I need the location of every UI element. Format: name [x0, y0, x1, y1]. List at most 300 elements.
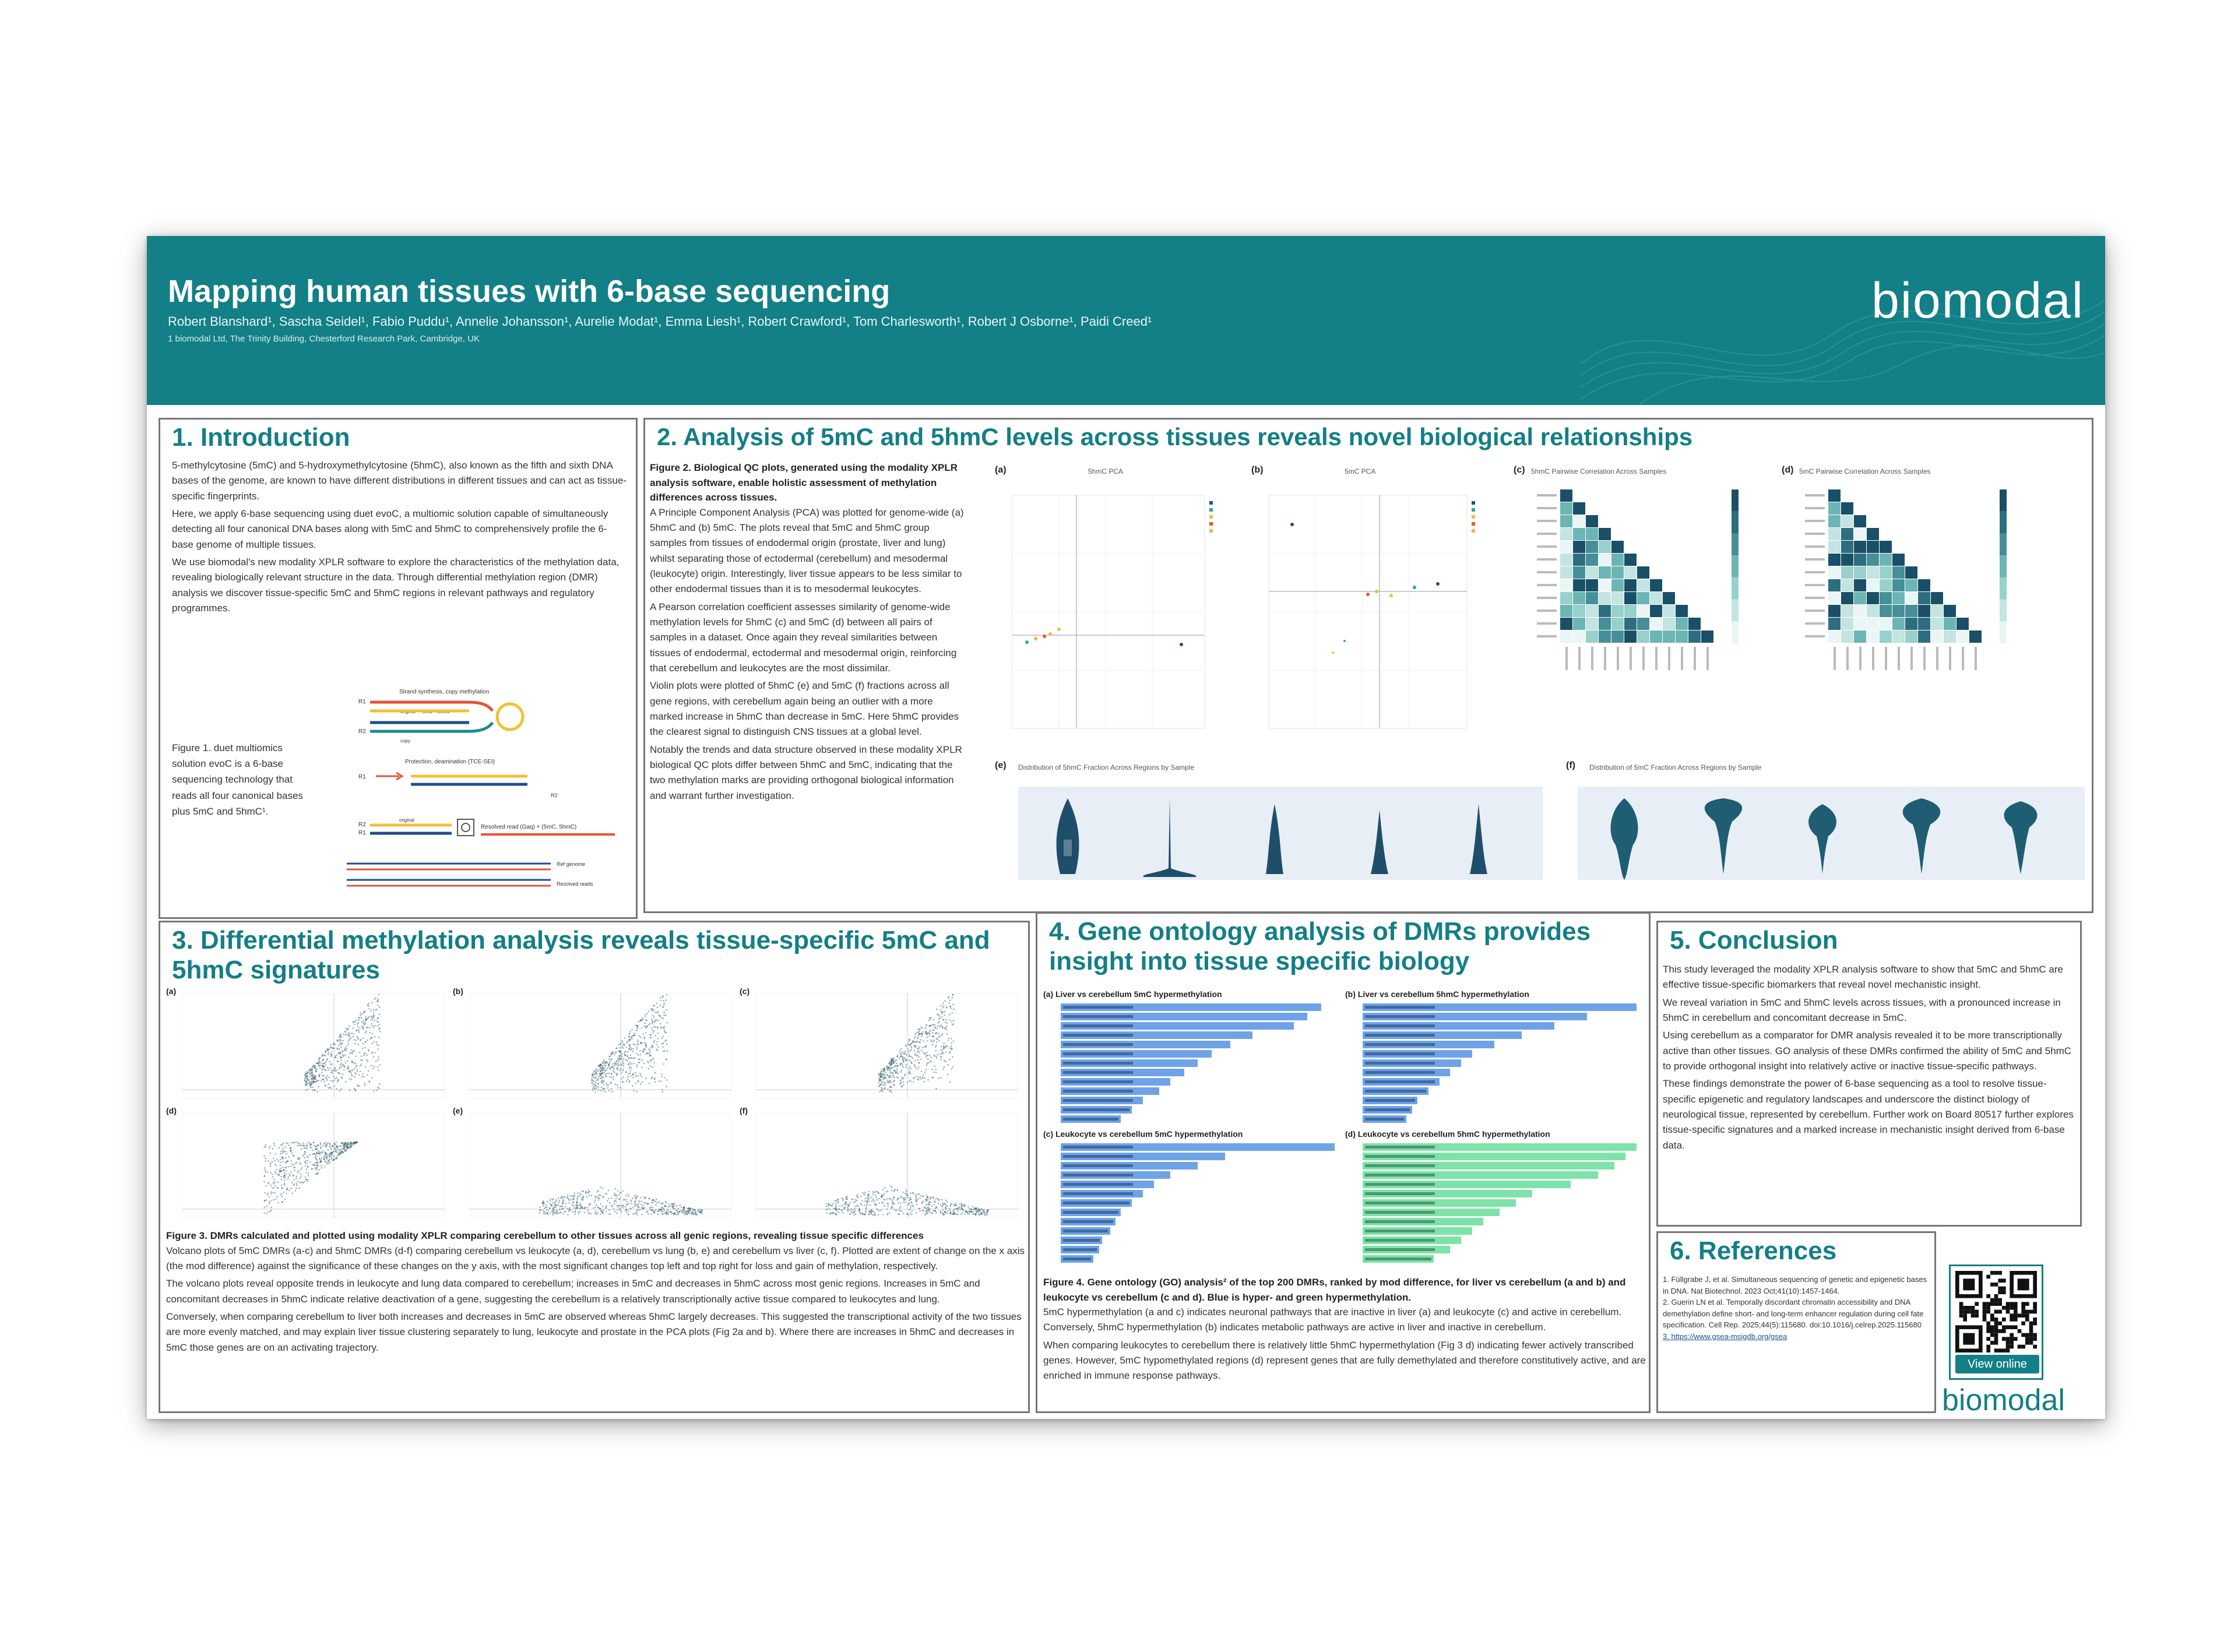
- volcano-point: [280, 1162, 282, 1164]
- volcano-point: [698, 1209, 699, 1211]
- volcano-point: [884, 1193, 885, 1195]
- volcano-point: [881, 1202, 883, 1203]
- volcano-point: [905, 1202, 906, 1203]
- volcano-point: [915, 1034, 917, 1035]
- volcano-point: [941, 1199, 943, 1200]
- volcano-point: [553, 1207, 555, 1209]
- volcano-point: [306, 1073, 308, 1075]
- volcano-point: [856, 1200, 858, 1202]
- volcano-point: [931, 1056, 932, 1058]
- volcano-point: [692, 1208, 694, 1210]
- volcano-point: [625, 1206, 627, 1208]
- volcano-point: [574, 1192, 576, 1194]
- volcano-point: [932, 1041, 934, 1042]
- volcano-point: [875, 1196, 877, 1198]
- volcano-point: [942, 1027, 944, 1029]
- heatmap-cell: [1573, 605, 1585, 617]
- read-label: R2: [551, 792, 558, 798]
- volcano-plot-grid: [166, 988, 1026, 1221]
- volcano-point: [927, 1199, 929, 1201]
- volcano-point: [826, 1206, 828, 1207]
- qr-module: [2021, 1322, 2025, 1326]
- heatmap-cell: [1573, 541, 1585, 553]
- heatmap-row-label: [1805, 597, 1825, 599]
- heatmap-cell: [1586, 630, 1598, 643]
- volcano-point: [642, 1033, 644, 1035]
- volcano-point: [608, 1084, 610, 1086]
- volcano-point: [330, 1147, 332, 1149]
- volcano-point: [902, 1059, 903, 1061]
- volcano-point: [924, 1077, 926, 1079]
- volcano-point: [326, 1161, 328, 1163]
- volcano-point: [645, 1016, 646, 1017]
- volcano-point: [346, 1027, 347, 1029]
- heatmap-cell: [1688, 630, 1701, 643]
- volcano-point: [347, 1147, 349, 1149]
- read-label: R2: [358, 728, 366, 735]
- volcano-point: [619, 1198, 621, 1200]
- volcano-point: [264, 1192, 266, 1193]
- volcano-point: [945, 1052, 947, 1054]
- volcano-point: [662, 1207, 664, 1209]
- volcano-point: [885, 1082, 886, 1083]
- volcano-point: [695, 1212, 697, 1214]
- volcano-point: [337, 1154, 339, 1156]
- volcano-point: [644, 1023, 646, 1024]
- volcano-point: [927, 1055, 928, 1056]
- qr-module: [1998, 1287, 2002, 1291]
- volcano-point: [286, 1173, 287, 1175]
- volcano-point: [915, 1194, 917, 1196]
- volcano-point: [930, 1196, 931, 1198]
- volcano-point: [378, 1045, 379, 1047]
- heatmap-col-label: [1604, 647, 1606, 670]
- heatmap-cell: [1637, 618, 1649, 630]
- volcano-point: [295, 1190, 297, 1192]
- volcano-point: [932, 1032, 934, 1034]
- volcano-point: [306, 1078, 308, 1080]
- qr-module: [2002, 1287, 2006, 1291]
- volcano-point: [278, 1160, 280, 1162]
- volcano-point: [582, 1197, 584, 1199]
- volcano-point: [595, 1071, 597, 1073]
- volcano-point: [944, 1011, 946, 1013]
- volcano-point: [931, 1206, 933, 1207]
- volcano-point: [378, 1001, 379, 1003]
- volcano-point: [353, 1022, 354, 1023]
- volcano-point: [353, 1033, 354, 1034]
- volcano-point: [866, 1203, 868, 1205]
- volcano-point: [643, 1048, 645, 1050]
- volcano-point: [896, 1199, 898, 1201]
- volcano-point: [311, 1087, 312, 1089]
- volcano-point: [928, 1017, 930, 1019]
- volcano-point: [276, 1165, 277, 1167]
- heatmap-cell: [1944, 630, 1956, 643]
- heatmap-cell: [1892, 630, 1905, 643]
- volcano-point: [899, 1080, 901, 1082]
- volcano-point: [944, 1060, 945, 1062]
- volcano-point: [934, 1065, 936, 1067]
- heatmap-row-label: [1537, 635, 1557, 637]
- volcano-point: [888, 1068, 889, 1070]
- volcano-point: [886, 1074, 888, 1076]
- qr-module: [2010, 1306, 2014, 1310]
- volcano-point: [630, 1070, 632, 1072]
- volcano-point: [565, 1203, 567, 1204]
- volcano-point: [620, 1192, 621, 1193]
- volcano-point: [886, 1198, 888, 1200]
- volcano-point: [924, 1072, 926, 1073]
- read-label: R1: [358, 830, 366, 836]
- volcano-point: [626, 1201, 628, 1203]
- volcano-point: [277, 1174, 279, 1175]
- volcano-point: [331, 1154, 333, 1156]
- volcano-point: [655, 1209, 657, 1211]
- volcano-point: [594, 1074, 596, 1076]
- volcano-point: [620, 1044, 621, 1045]
- qr-module: [1963, 1313, 1967, 1318]
- volcano-point: [317, 1161, 319, 1163]
- volcano-point: [882, 1078, 884, 1080]
- heatmap-cell: [1599, 566, 1611, 579]
- heatmap-cell: [1586, 579, 1598, 591]
- volcano-point: [938, 1077, 939, 1079]
- volcano-point: [641, 1027, 643, 1029]
- volcano-point: [921, 1071, 923, 1073]
- volcano-point: [288, 1190, 290, 1192]
- qr-module: [1971, 1313, 1975, 1318]
- volcano-point: [356, 1040, 357, 1041]
- volcano-point: [619, 1205, 621, 1207]
- volcano-point: [287, 1178, 289, 1180]
- volcano-point: [626, 1042, 628, 1044]
- volcano-point: [941, 1049, 942, 1051]
- volcano-point: [364, 1010, 365, 1012]
- volcano-point: [923, 1040, 925, 1042]
- heatmap-col-label: [1885, 647, 1887, 670]
- volcano-point: [301, 1182, 302, 1183]
- volcano-point: [305, 1177, 307, 1178]
- volcano-point: [265, 1170, 266, 1171]
- volcano-point: [340, 1040, 342, 1041]
- volcano-point: [363, 1020, 364, 1022]
- volcano-point: [629, 1044, 631, 1046]
- volcano-point: [927, 1204, 929, 1206]
- volcano-point: [938, 1033, 939, 1035]
- volcano-point: [638, 1035, 640, 1037]
- volcano-point: [865, 1210, 867, 1212]
- qr-module: [1994, 1302, 1998, 1306]
- qr-code[interactable]: [1955, 1271, 2037, 1352]
- volcano-point: [277, 1182, 279, 1183]
- volcano-point: [917, 1037, 919, 1038]
- volcano-point: [348, 1032, 350, 1034]
- volcano-point: [357, 1071, 358, 1073]
- heatmap-cell: [1560, 618, 1572, 630]
- volcano-point: [663, 995, 664, 997]
- volcano-point: [624, 1055, 626, 1056]
- qr-module: [2025, 1310, 2029, 1314]
- volcano-point: [687, 1213, 689, 1215]
- heatmap-cell: [1854, 579, 1866, 591]
- volcano-point: [598, 1207, 600, 1209]
- volcano-point: [601, 1211, 603, 1213]
- go-bar-label: [1365, 1164, 1435, 1167]
- volcano-point: [358, 1031, 360, 1033]
- volcano-point: [374, 1041, 375, 1042]
- volcano-point: [360, 1015, 361, 1017]
- volcano-point: [370, 1037, 372, 1038]
- heatmap-cell: [1573, 630, 1585, 643]
- volcano-point: [595, 1082, 597, 1084]
- volcano-point: [949, 1210, 951, 1211]
- volcano-point: [569, 1202, 571, 1204]
- volcano-point: [902, 1063, 903, 1065]
- volcano-point: [653, 1041, 654, 1043]
- volcano-point: [910, 1212, 912, 1214]
- volcano-point: [926, 1213, 927, 1215]
- volcano-point: [951, 1045, 952, 1047]
- volcano-point: [936, 1057, 938, 1059]
- volcano-point: [621, 1205, 622, 1207]
- volcano-point: [360, 1059, 362, 1061]
- volcano-point: [949, 1047, 951, 1049]
- volcano-point: [888, 1076, 889, 1078]
- volcano-point: [596, 1073, 597, 1075]
- volcano-point: [620, 1209, 621, 1211]
- volcano-point: [900, 1206, 902, 1207]
- violin-plot-5hmc: [1007, 787, 1549, 903]
- volcano-point: [322, 1145, 324, 1147]
- volcano-point: [268, 1211, 269, 1213]
- volcano-point: [338, 1044, 340, 1046]
- volcano-point: [573, 1205, 575, 1207]
- volcano-point: [376, 1021, 378, 1023]
- volcano-point: [606, 1211, 607, 1213]
- volcano-point: [963, 1210, 965, 1211]
- volcano-point: [884, 1069, 886, 1070]
- volcano-point: [316, 1068, 318, 1070]
- heatmap-cell: [1624, 554, 1637, 566]
- volcano-point: [902, 1078, 903, 1080]
- volcano-point: [884, 1075, 886, 1076]
- volcano-point: [897, 1070, 899, 1072]
- volcano-point: [329, 1143, 331, 1145]
- volcano-point: [344, 1142, 346, 1143]
- heatmap-cell: [1867, 605, 1879, 617]
- volcano-point: [653, 1021, 655, 1023]
- volcano-point: [949, 1002, 951, 1004]
- volcano-point: [269, 1146, 271, 1147]
- volcano-point: [827, 1209, 829, 1210]
- volcano-point: [325, 1055, 326, 1056]
- volcano-point: [361, 1055, 363, 1057]
- volcano-point: [304, 1147, 305, 1149]
- volcano-point: [364, 1023, 366, 1025]
- volcano-point: [610, 1059, 612, 1061]
- volcano-point: [558, 1200, 560, 1202]
- volcano-point: [839, 1205, 841, 1207]
- volcano-point: [305, 1143, 307, 1145]
- reference-link[interactable]: 3. https://www.gsea-msigdb.org/gsea: [1663, 1332, 1787, 1341]
- analysis-panel: [643, 418, 2093, 913]
- volcano-point: [332, 1070, 334, 1072]
- volcano-point: [654, 1081, 656, 1083]
- volcano-point: [613, 1076, 614, 1078]
- volcano-point: [613, 1209, 615, 1210]
- heatmap-cell: [1650, 618, 1662, 630]
- heatmap-colorbar-segment: [1732, 555, 1739, 577]
- volcano-point: [643, 1025, 645, 1027]
- heatmap-cell: [1867, 554, 1879, 566]
- volcano-point: [331, 1158, 333, 1160]
- heatmap-col-label: [1949, 647, 1951, 670]
- volcano-point: [872, 1191, 874, 1193]
- volcano-point: [326, 1163, 328, 1165]
- qr-code-box[interactable]: [1949, 1264, 2043, 1380]
- volcano-point: [614, 1193, 615, 1195]
- volcano-point: [631, 1058, 633, 1059]
- volcano-point: [283, 1148, 284, 1150]
- heatmap-cell: [1880, 541, 1892, 553]
- volcano-point: [909, 1066, 911, 1068]
- qr-module: [1959, 1302, 1963, 1306]
- volcano-point: [339, 1073, 341, 1075]
- volcano-point: [354, 1076, 356, 1078]
- volcano-point: [582, 1199, 584, 1201]
- volcano-point: [886, 1191, 888, 1193]
- volcano-point: [273, 1158, 275, 1160]
- volcano-point: [553, 1210, 554, 1211]
- volcano-point: [874, 1191, 875, 1193]
- volcano-point: [629, 1066, 631, 1068]
- volcano-point: [321, 1167, 322, 1169]
- volcano-point: [354, 1090, 356, 1091]
- heatmap-row-label: [1537, 558, 1557, 561]
- volcano-point: [643, 1197, 645, 1199]
- volcano-point: [280, 1167, 282, 1169]
- volcano-point: [297, 1172, 298, 1174]
- volcano-point: [291, 1163, 293, 1165]
- volcano-point: [324, 1166, 326, 1168]
- volcano-point: [307, 1166, 309, 1168]
- volcano-point: [668, 1211, 670, 1213]
- volcano-point: [570, 1199, 572, 1201]
- volcano-point: [316, 1160, 318, 1161]
- qr-module: [1986, 1325, 1990, 1329]
- volcano-point: [644, 1038, 646, 1040]
- volcano-point: [611, 1197, 613, 1199]
- volcano-point: [376, 1026, 378, 1027]
- volcano-point: [321, 1080, 322, 1082]
- volcano-point: [325, 1085, 327, 1087]
- volcano-point: [961, 1203, 963, 1205]
- volcano-point: [926, 1052, 928, 1054]
- volcano-point: [625, 1059, 627, 1061]
- dmr-paragraph: The volcano plots reveal opposite trends in leukocyte and lung data compared to cerebellum; increases in 5mC and decreases in 5hmC across most genic regions. Increases in 5mC and concomitant decreases in 5hmC indicate relative deactivation of a gene, suggesting the cerebellum is a relatively transcriptionally active tissue compared to leukocytes and lung.: [166, 1278, 980, 1305]
- volcano-point: [320, 1142, 322, 1144]
- volcano-point: [319, 1152, 321, 1154]
- volcano-point: [329, 1086, 331, 1088]
- volcano-point: [290, 1171, 292, 1173]
- volcano-point: [648, 1048, 650, 1050]
- volcano-point: [315, 1066, 316, 1068]
- volcano-point: [652, 1202, 654, 1203]
- volcano-point: [701, 1209, 703, 1211]
- qr-module: [2021, 1302, 2025, 1306]
- volcano-point: [558, 1202, 560, 1203]
- volcano-point: [641, 1067, 643, 1069]
- volcano-point: [589, 1191, 591, 1193]
- volcano-point: [349, 1090, 351, 1091]
- volcano-point: [594, 1081, 596, 1083]
- volcano-point: [336, 1077, 337, 1079]
- view-online-button[interactable]: View online: [1955, 1355, 2039, 1373]
- volcano-point: [568, 1209, 570, 1211]
- volcano-point: [682, 1213, 684, 1214]
- volcano-point: [636, 1030, 638, 1032]
- reference-item: 1. Füllgrabe J, et al. Simultaneous sequencing of genetic and epigenetic bases in DNA. Nat Biotechnol. 2023 Oct;41(10):1457-1464.: [1663, 1275, 1927, 1295]
- volcano-point: [919, 1193, 920, 1195]
- volcano-point: [628, 1210, 629, 1212]
- volcano-point: [617, 1206, 619, 1208]
- volcano-point: [343, 1149, 344, 1150]
- volcano-point: [378, 1022, 379, 1023]
- volcano-point: [652, 1020, 653, 1022]
- volcano-point: [621, 1053, 623, 1055]
- volcano-point: [903, 1082, 905, 1083]
- volcano-point: [363, 1027, 364, 1028]
- volcano-point: [662, 1211, 664, 1213]
- poster: [147, 236, 2105, 1419]
- qr-module: [2025, 1318, 2029, 1322]
- qr-module: [2002, 1290, 2006, 1294]
- volcano-point: [585, 1191, 587, 1193]
- go-bar-label: [1063, 1099, 1133, 1102]
- volcano-point: [905, 1189, 907, 1191]
- volcano-point: [329, 1158, 330, 1160]
- volcano-point: [627, 1055, 628, 1057]
- volcano-point: [601, 1080, 603, 1082]
- volcano-point: [607, 1073, 608, 1075]
- volcano-point: [895, 1210, 897, 1212]
- volcano-point: [307, 1160, 309, 1162]
- volcano-point: [305, 1081, 307, 1083]
- heatmap-cell: [1828, 592, 1841, 604]
- volcano-point: [687, 1207, 689, 1209]
- volcano-point: [605, 1073, 607, 1075]
- qr-module: [1990, 1313, 1994, 1318]
- volcano-point: [274, 1181, 276, 1183]
- heatmap-cell: [1676, 618, 1688, 630]
- volcano-point: [594, 1196, 596, 1197]
- volcano-point: [899, 1052, 900, 1054]
- volcano-point: [363, 1043, 364, 1045]
- volcano-point: [597, 1191, 599, 1193]
- volcano-point: [281, 1202, 283, 1203]
- volcano-point: [290, 1188, 292, 1189]
- volcano-point: [320, 1147, 322, 1149]
- volcano-point: [913, 1064, 915, 1066]
- volcano-point: [909, 1070, 910, 1072]
- volcano-point: [597, 1070, 599, 1072]
- volcano-point: [871, 1211, 872, 1213]
- volcano-point: [632, 1077, 634, 1079]
- volcano-point: [886, 1068, 888, 1069]
- volcano-point: [933, 1040, 935, 1041]
- volcano-point: [663, 1210, 665, 1211]
